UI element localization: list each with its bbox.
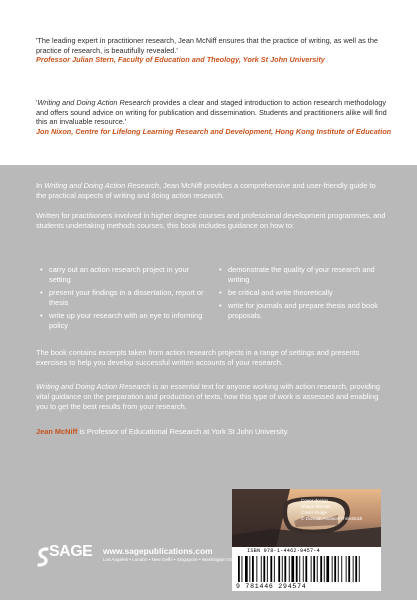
publisher-block (36, 543, 336, 576)
barcode-bar (355, 556, 357, 582)
bullet-right-1-text: demonstrate the quality of your research and writing (228, 265, 375, 284)
paragraph-excerpts (36, 348, 386, 368)
essential-text: is an essential text for anyone working with action research, providing vital guidance on the preparation and production of texts, how this type of work is assessed and enabling you to get the best results from your research. (36, 382, 380, 411)
credit-line-3: Cover image (301, 510, 328, 515)
bullet-right-3-text: write for journals and prepare thesis and book proposals. (228, 301, 378, 320)
publisher-cities: Los Angeles • London • New Delhi • Singapore • Washington DC (103, 557, 234, 562)
bullet-right-1 (219, 265, 389, 285)
barcode-bar (346, 556, 347, 582)
bullet-dot-icon: • (40, 311, 43, 320)
barcode-bar (359, 556, 360, 582)
barcode-bar (338, 556, 339, 582)
bullet-left-1-text: carry out an action research project in your setting (49, 265, 190, 284)
barcode-bar (353, 556, 354, 582)
bullet-right-2 (219, 288, 389, 298)
bullet-right-3 (219, 301, 389, 321)
bullet-dot-icon: • (40, 265, 43, 274)
bullet-left-2 (40, 288, 210, 308)
cover-credits (301, 498, 367, 522)
credit-line-2: Shaun Mercier (301, 504, 331, 509)
endorsement-2 (36, 98, 392, 137)
bullet-left-3 (40, 311, 210, 331)
barcode-bar (341, 556, 342, 582)
paragraph-audience (36, 211, 386, 231)
publisher-logo-text: SAGE (49, 543, 93, 560)
endorsement-2-attribution: Jon Nixon, Centre for Lifelong Learning Research and Development, Hong Kong Institute of Education (36, 127, 392, 137)
barcode-number: 9 781446 294574 (236, 583, 307, 590)
endorsement-1 (36, 36, 392, 65)
bullet-dot-icon: • (40, 288, 43, 297)
bullet-left-1 (40, 265, 210, 285)
bullet-right-2-text: be critical and write theoretically (228, 288, 333, 297)
endorsement-2-open-quote: ' (36, 98, 38, 107)
endorsements-section (0, 0, 417, 165)
isbn-text: ISBN 978-1-4462-9457-4 (247, 548, 320, 554)
endorsement-2-book-title: Writing and Doing Action Research (37, 98, 151, 107)
author-bio: is Professor of Educational Research at York St John University. (77, 427, 289, 436)
paragraph-essential (36, 382, 386, 412)
intro-text: , Jean McNiff provides a comprehensive and user-friendly guide to the practical aspects of writing and doing action research. (36, 181, 376, 200)
author-name: Jean McNiff (36, 427, 78, 436)
audience-text: Written for practitioners involved in higher degree courses and professional development programmes, and students undertaking methods courses, this book includes guidance on how to: (36, 211, 386, 230)
bullet-dot-icon: • (219, 265, 222, 274)
intro-book-title: Writing and Doing Action Research (44, 181, 159, 190)
endorsement-2-text: provides a clear and staged introduction to action research methodology and offers sound advice on writing for publication and dissemination. Students and practitioners alike will find this an invaluable resource.' (36, 98, 387, 127)
bullet-dot-icon: • (219, 301, 222, 310)
publisher-url[interactable]: www.sagepublications.com (103, 546, 213, 556)
essential-book-title: Writing and Doing Action Research (36, 382, 151, 391)
excerpts-text: The book contains excerpts taken from action research projects in a range of settings and presents exercises to help you develop successful written accounts of your research. (36, 348, 360, 367)
bullet-dot-icon: • (219, 288, 222, 297)
credit-line-4: © Duncan Andison/Thinkstock (301, 516, 363, 521)
paragraph-intro (36, 181, 386, 201)
bullet-left-3-text: write up your research with an eye to informing policy (49, 311, 203, 330)
credit-line-1: Cover design (301, 498, 329, 503)
paragraph-author (36, 427, 386, 437)
cover-image (232, 489, 381, 547)
intro-prefix: In (36, 181, 45, 190)
endorsement-1-attribution: Professor Julian Stern, Faculty of Education and Theology, York St John University (36, 55, 325, 65)
bullet-left-2-text: present your findings in a dissertation, report or thesis (49, 288, 204, 307)
barcode-bar (348, 556, 350, 582)
endorsement-1-text: 'The leading expert in practitioner research, Jean McNiff ensures that the practice of writing, as well as the practice of research, is beautifully revealed.' (36, 36, 378, 55)
sage-leaf-icon (36, 547, 50, 567)
